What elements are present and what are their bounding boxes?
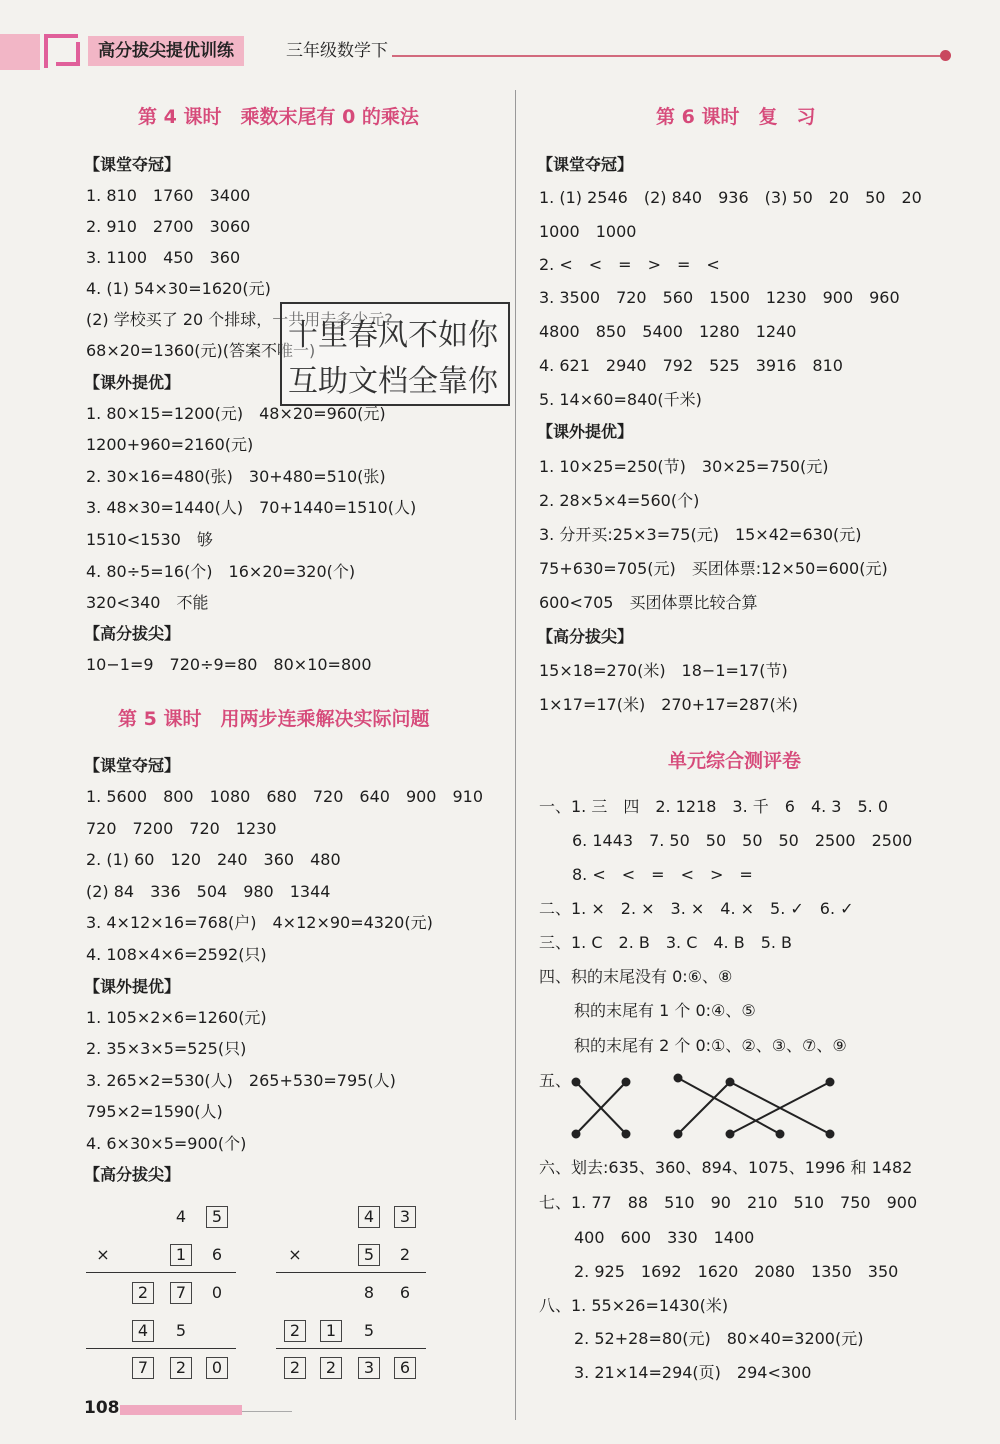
answer-line: 3. 3500 720 560 1500 1230 900 960 (539, 288, 900, 307)
lesson4-title: 第 4 课时 乘数末尾有 0 的乘法 (138, 106, 419, 128)
digit-box: 6 (394, 1357, 416, 1379)
answer-line: 3. 48×30=1440(人) 70+1440=1510(人) (86, 498, 417, 517)
answer-line: 75+630=705(元) 买团体票:12×50=600(元) (539, 559, 888, 578)
answer-line: 3. 265×2=530(人) 265+530=795(人) (86, 1071, 396, 1090)
answer-line: 4. 6×30×5=900(个) (86, 1134, 247, 1153)
answer-line: 一、1. 三 四 2. 1218 3. 千 6 4. 3 5. 0 (539, 797, 889, 816)
digit: 5 (175, 1321, 187, 1340)
answer-line: 积的末尾有 2 个 0:①、②、③、⑦、⑨ (574, 1036, 847, 1055)
page-number: 108 (84, 1398, 120, 1418)
answer-line: 320<340 不能 (86, 593, 209, 612)
tag-classroom: 【课堂夺冠】 (84, 756, 181, 775)
answer-line: 积的末尾有 1 个 0:④、⑤ (574, 1001, 756, 1020)
answer-line: 2. < < = > = < (539, 255, 720, 274)
digit-box: 4 (132, 1320, 154, 1342)
digit: 4 (175, 1207, 187, 1226)
answer-line: 2. 30×16=480(张) 30+480=510(张) (86, 467, 386, 486)
answer-line: 4. 621 2940 792 525 3916 810 (539, 356, 843, 375)
calc-rule (86, 1272, 236, 1273)
tag-top-score: 【高分拔尖】 (84, 624, 181, 643)
digit-box: 0 (206, 1357, 228, 1379)
answer-line: 3. 4×12×16=768(户) 4×12×90=4320(元) (86, 913, 433, 932)
digit-box: 3 (358, 1357, 380, 1379)
watermark-line: 互助文档全靠你 (288, 364, 498, 399)
answer-line: 8. < < = < > = (572, 865, 753, 884)
answer-line: 3. 1100 450 360 (86, 248, 241, 267)
header-rule (392, 55, 944, 57)
answer-line: 1000 1000 (539, 222, 637, 241)
answer-line: 10−1=9 720÷9=80 80×10=800 (86, 655, 372, 674)
answer-line: 二、1. × 2. × 3. × 4. × 5. ✓ 6. ✓ (539, 899, 854, 918)
digit: 2 (399, 1245, 411, 1264)
answer-line: 1×17=17(米) 270+17=287(米) (539, 695, 798, 714)
digit: 5 (363, 1321, 375, 1340)
answer-line: 五、 (539, 1071, 572, 1090)
digit: 6 (399, 1283, 411, 1302)
answer-line: 2. 910 2700 3060 (86, 217, 251, 236)
times-sign: × (96, 1245, 110, 1264)
digit-box: 2 (170, 1357, 192, 1379)
tag-top-score: 【高分拔尖】 (537, 627, 634, 646)
answer-line: 六、划去:635、360、894、1075、1996 和 1482 (539, 1158, 913, 1177)
answer-line: 2. 925 1692 1620 2080 1350 350 (574, 1262, 899, 1281)
answer-line: 2. (1) 60 120 240 360 480 (86, 850, 341, 869)
tag-extracurricular: 【课外提优】 (84, 373, 181, 392)
tag-extracurricular: 【课外提优】 (84, 977, 181, 996)
matching-lines-figure (560, 1068, 850, 1140)
tag-classroom: 【课堂夺冠】 (537, 155, 634, 174)
answer-line: 68×20=1360(元)(答案不唯一) (86, 341, 316, 360)
answer-line: 3. 分开买:25×3=75(元) 15×42=630(元) (539, 525, 862, 544)
digit-box: 5 (206, 1206, 228, 1228)
digit: 0 (211, 1283, 223, 1302)
answer-line: 七、1. 77 88 510 90 210 510 750 900 (539, 1193, 918, 1212)
digit-box: 1 (170, 1244, 192, 1266)
digit-box: 1 (320, 1320, 342, 1342)
calc-rule (86, 1348, 236, 1349)
answer-line: 15×18=270(米) 18−1=17(节) (539, 661, 788, 680)
answer-line: 3. 21×14=294(页) 294<300 (574, 1363, 812, 1382)
digit-box: 2 (320, 1357, 342, 1379)
calc-rule (276, 1348, 426, 1349)
answer-line: 三、1. C 2. B 3. C 4. B 5. B (539, 933, 793, 952)
digit: 6 (211, 1245, 223, 1264)
answer-line: 720 7200 720 1230 (86, 819, 277, 838)
book-title: 高分拔尖提优训练 (88, 36, 244, 66)
header-dot (940, 50, 951, 61)
watermark-line: 十里春风不如你 (288, 318, 498, 353)
answer-line: 1. 10×25=250(节) 30×25=750(元) (539, 457, 829, 476)
answer-line: 八、1. 55×26=1430(米) (539, 1296, 729, 1315)
answer-line: 2. 35×3×5=525(只) (86, 1039, 247, 1058)
lesson6-title: 第 6 课时 复 习 (656, 106, 816, 128)
answer-line: 1200+960=2160(元) (86, 435, 254, 454)
answer-line: 2. 52+28=80(元) 80×40=3200(元) (574, 1329, 864, 1348)
answer-line: 400 600 330 1400 (574, 1228, 755, 1247)
digit-box: 4 (358, 1206, 380, 1228)
answer-line: 1. 80×15=1200(元) 48×20=960(元) (86, 404, 386, 423)
calc-rule (276, 1272, 426, 1273)
answer-line: 1. 5600 800 1080 680 720 640 900 910 (86, 787, 484, 806)
answer-line: 4. (1) 54×30=1620(元) (86, 279, 271, 298)
column-divider (515, 90, 516, 1420)
digit-box: 3 (394, 1206, 416, 1228)
tag-classroom: 【课堂夺冠】 (84, 155, 181, 174)
tag-top-score: 【高分拔尖】 (84, 1165, 181, 1184)
book-logo-icon (40, 28, 84, 72)
answer-line: 2. 28×5×4=560(个) (539, 491, 700, 510)
watermark-stamp (280, 302, 510, 406)
footer-rule (242, 1411, 292, 1412)
answer-line: 1. (1) 2546 (2) 840 936 (3) 50 20 50 20 (539, 188, 922, 207)
digit-box: 7 (170, 1282, 192, 1304)
answer-line: 1. 810 1760 3400 (86, 186, 251, 205)
times-sign: × (288, 1245, 302, 1264)
digit-box: 2 (132, 1282, 154, 1304)
answer-line: (2) 学校买了 20 个排球，一共用去多少元? (86, 310, 393, 329)
digit-box: 5 (358, 1244, 380, 1266)
answer-line: 6. 1443 7. 50 50 50 50 2500 2500 (572, 831, 913, 850)
answer-line: (2) 84 336 504 980 1344 (86, 882, 331, 901)
answer-line: 4. 108×4×6=2592(只) (86, 945, 267, 964)
answer-line: 4. 80÷5=16(个) 16×20=320(个) (86, 562, 356, 581)
answer-line: 1510<1530 够 (86, 530, 213, 549)
answer-line: 4800 850 5400 1280 1240 (539, 322, 797, 341)
digit-box: 7 (132, 1357, 154, 1379)
lesson5-title: 第 5 课时 用两步连乘解决实际问题 (118, 708, 430, 730)
answer-line: 5. 14×60=840(千米) (539, 390, 702, 409)
digit: 8 (363, 1283, 375, 1302)
header-pink-bar (0, 34, 40, 70)
answer-line: 四、积的末尾没有 0:⑥、⑧ (539, 967, 733, 986)
answer-line: 795×2=1590(人) (86, 1102, 223, 1121)
answer-line: 600<705 买团体票比较合算 (539, 593, 758, 612)
footer-pink-bar (120, 1405, 242, 1415)
tag-extracurricular: 【课外提优】 (537, 422, 634, 441)
unit-test-title: 单元综合测评卷 (668, 750, 802, 772)
digit-box: 2 (284, 1320, 306, 1342)
digit-box: 2 (284, 1357, 306, 1379)
grade-label: 三年级数学下 (286, 41, 388, 61)
answer-line: 1. 105×2×6=1260(元) (86, 1008, 267, 1027)
